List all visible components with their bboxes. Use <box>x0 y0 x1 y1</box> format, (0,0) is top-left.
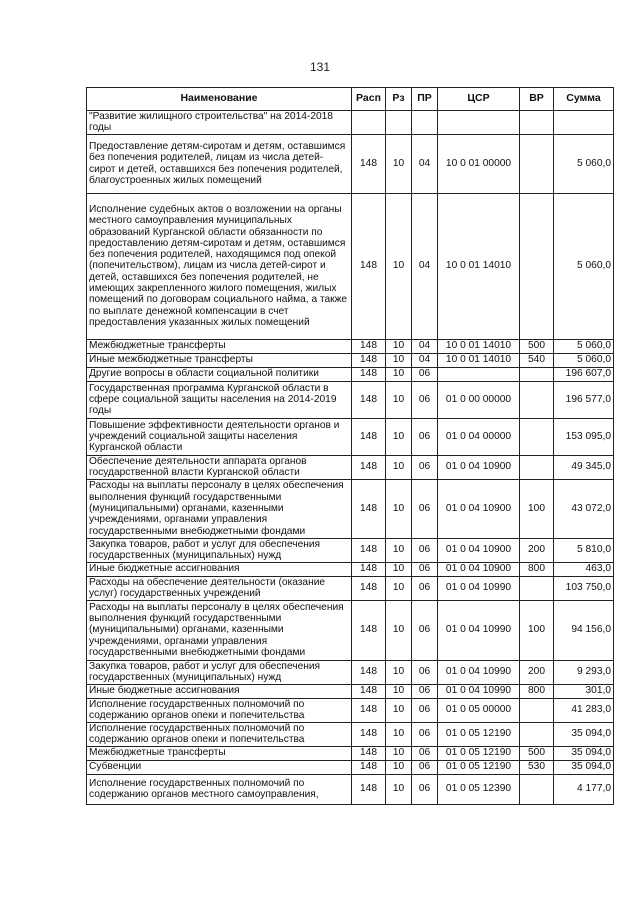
cell-rz: 10 <box>386 774 412 804</box>
cell-pr: 06 <box>412 722 438 746</box>
cell-vr <box>520 418 554 455</box>
table-row <box>87 111 614 135</box>
cell-rz: 10 <box>386 600 412 660</box>
column-header-csr: ЦСР <box>438 88 520 111</box>
cell-sum: 196 607,0 <box>554 367 614 381</box>
cell-vr <box>520 576 554 600</box>
cell-name: Обеспечение деятельности аппарата органов государственной власти Курганской области <box>87 455 352 479</box>
cell-rz: 10 <box>386 455 412 479</box>
cell-pr: 04 <box>412 339 438 353</box>
table-row <box>87 660 614 684</box>
cell-vr <box>520 381 554 418</box>
table-body <box>87 111 614 805</box>
cell-pr: 06 <box>412 774 438 804</box>
cell-pr: 06 <box>412 367 438 381</box>
cell-vr <box>520 722 554 746</box>
table-row <box>87 418 614 455</box>
cell-name: Иные бюджетные ассигнования <box>87 684 352 698</box>
cell-rz: 10 <box>386 684 412 698</box>
cell-pr: 06 <box>412 660 438 684</box>
cell-sum: 5 060,0 <box>554 339 614 353</box>
cell-vr <box>520 455 554 479</box>
cell-csr: 01 0 04 10900 <box>438 538 520 562</box>
cell-vr: 800 <box>520 562 554 576</box>
cell-pr: 06 <box>412 576 438 600</box>
table-row <box>87 576 614 600</box>
cell-rasp: 148 <box>352 193 386 339</box>
cell-pr: 06 <box>412 479 438 538</box>
cell-name: Исполнение судебных актов о возложении на органы местного самоуправления муниципальных образований Курганской области обязанности по предоставлению детям-сиротам и детям, оставшимся без попечения родителей, находящимся под опекой (попечительством), лицам из числа детей-сирот и детей, оставшихся без попечения родителей, не имеющих закрепленного жилого помещения, жилых помещений по договорам социального найма, а также по выплате денежной компенсации в счет предоставления указанных жилых помещений <box>87 193 352 339</box>
cell-rasp: 148 <box>352 418 386 455</box>
cell-vr: 200 <box>520 660 554 684</box>
cell-sum: 5 810,0 <box>554 538 614 562</box>
cell-name: Предоставление детям-сиротам и детям, оставшимся без попечения родителей, лицам из числа детей-сирот и детей, оставшихся без попечения родителей, благоустроенных жилых помещений <box>87 134 352 193</box>
cell-name: Закупка товаров, работ и услуг для обеспечения государственных (муниципальных) нужд <box>87 538 352 562</box>
cell-name: Иные бюджетные ассигнования <box>87 562 352 576</box>
cell-name: Межбюджетные трансферты <box>87 746 352 760</box>
cell-csr: 01 0 04 10900 <box>438 455 520 479</box>
column-header-rasp: Расп <box>352 88 386 111</box>
cell-name: Расходы на выплаты персоналу в целях обеспечения выполнения функций государственными (муниципальными) органами, казенными учреждениями, органами управления государственными внебюджетными фондами <box>87 600 352 660</box>
cell-vr <box>520 134 554 193</box>
cell-vr <box>520 111 554 135</box>
cell-rz: 10 <box>386 479 412 538</box>
cell-rz: 10 <box>386 576 412 600</box>
cell-rz: 10 <box>386 367 412 381</box>
cell-rz: 10 <box>386 660 412 684</box>
cell-csr: 01 0 05 00000 <box>438 698 520 722</box>
cell-name: Иные межбюджетные трансферты <box>87 353 352 367</box>
cell-sum: 153 095,0 <box>554 418 614 455</box>
table-row <box>87 339 614 353</box>
cell-vr: 200 <box>520 538 554 562</box>
column-header-sum: Сумма <box>554 88 614 111</box>
cell-vr: 800 <box>520 684 554 698</box>
cell-vr: 500 <box>520 339 554 353</box>
cell-rz: 10 <box>386 193 412 339</box>
cell-pr: 06 <box>412 381 438 418</box>
cell-name: Повышение эффективности деятельности органов и учреждений социальной защиты населения Курганской области <box>87 418 352 455</box>
cell-csr: 01 0 04 10900 <box>438 562 520 576</box>
cell-rasp: 148 <box>352 339 386 353</box>
cell-pr: 06 <box>412 760 438 774</box>
cell-rasp: 148 <box>352 746 386 760</box>
cell-sum: 9 293,0 <box>554 660 614 684</box>
cell-pr: 06 <box>412 600 438 660</box>
cell-name: Субвенции <box>87 760 352 774</box>
cell-sum: 5 060,0 <box>554 353 614 367</box>
table-row <box>87 455 614 479</box>
cell-rz: 10 <box>386 562 412 576</box>
cell-rasp: 148 <box>352 576 386 600</box>
cell-pr: 06 <box>412 684 438 698</box>
cell-csr: 01 0 04 10990 <box>438 660 520 684</box>
cell-rz: 10 <box>386 698 412 722</box>
cell-sum: 35 094,0 <box>554 760 614 774</box>
cell-name: Закупка товаров, работ и услуг для обеспечения государственных (муниципальных) нужд <box>87 660 352 684</box>
cell-pr: 04 <box>412 134 438 193</box>
cell-pr: 04 <box>412 193 438 339</box>
cell-csr: 01 0 04 10990 <box>438 600 520 660</box>
cell-rasp: 148 <box>352 684 386 698</box>
cell-sum: 4 177,0 <box>554 774 614 804</box>
cell-vr: 540 <box>520 353 554 367</box>
table-row <box>87 600 614 660</box>
cell-vr <box>520 367 554 381</box>
cell-csr: 01 0 04 10990 <box>438 684 520 698</box>
cell-rasp: 148 <box>352 538 386 562</box>
column-header-rz: Рз <box>386 88 412 111</box>
cell-rz: 10 <box>386 722 412 746</box>
cell-rz: 10 <box>386 538 412 562</box>
cell-csr: 01 0 04 10990 <box>438 576 520 600</box>
cell-rasp: 148 <box>352 698 386 722</box>
cell-name: Исполнение государственных полномочий по содержанию органов местного самоуправления, <box>87 774 352 804</box>
cell-pr <box>412 111 438 135</box>
cell-rasp: 148 <box>352 479 386 538</box>
cell-rasp: 148 <box>352 774 386 804</box>
cell-rasp: 148 <box>352 134 386 193</box>
cell-vr: 100 <box>520 479 554 538</box>
table-row <box>87 698 614 722</box>
cell-vr <box>520 774 554 804</box>
cell-sum: 49 345,0 <box>554 455 614 479</box>
cell-csr <box>438 111 520 135</box>
cell-rasp: 148 <box>352 353 386 367</box>
cell-pr: 04 <box>412 353 438 367</box>
table-row <box>87 562 614 576</box>
cell-pr: 06 <box>412 746 438 760</box>
cell-sum: 5 060,0 <box>554 193 614 339</box>
table-row <box>87 746 614 760</box>
cell-csr: 10 0 01 14010 <box>438 353 520 367</box>
cell-sum: 5 060,0 <box>554 134 614 193</box>
column-header-name: Наименование <box>87 88 352 111</box>
cell-vr: 500 <box>520 746 554 760</box>
page-number: 131 <box>309 60 331 74</box>
cell-sum: 103 750,0 <box>554 576 614 600</box>
cell-pr: 06 <box>412 538 438 562</box>
cell-csr: 01 0 00 00000 <box>438 381 520 418</box>
cell-rasp: 148 <box>352 760 386 774</box>
cell-name: Исполнение государственных полномочий по содержанию органов опеки и попечительства <box>87 698 352 722</box>
cell-csr: 01 0 05 12390 <box>438 774 520 804</box>
table-row <box>87 367 614 381</box>
cell-name: Межбюджетные трансферты <box>87 339 352 353</box>
table-row <box>87 684 614 698</box>
table-row <box>87 722 614 746</box>
cell-rasp: 148 <box>352 381 386 418</box>
table-header-row <box>87 88 614 111</box>
cell-rasp <box>352 111 386 135</box>
cell-pr: 06 <box>412 562 438 576</box>
cell-name: Исполнение государственных полномочий по содержанию органов опеки и попечительства <box>87 722 352 746</box>
cell-name: Расходы на выплаты персоналу в целях обеспечения выполнения функций государственными (муниципальными) органами, казенными учреждениями, органами управления государственными внебюджетными фондами <box>87 479 352 538</box>
cell-rz: 10 <box>386 760 412 774</box>
table-row <box>87 353 614 367</box>
cell-sum <box>554 111 614 135</box>
cell-csr: 01 0 04 00000 <box>438 418 520 455</box>
cell-vr <box>520 698 554 722</box>
table-row <box>87 479 614 538</box>
cell-name: Государственная программа Курганской области в сфере социальной защиты населения на 2014-2019 годы <box>87 381 352 418</box>
cell-pr: 06 <box>412 698 438 722</box>
column-header-pr: ПР <box>412 88 438 111</box>
cell-sum: 43 072,0 <box>554 479 614 538</box>
cell-rasp: 148 <box>352 600 386 660</box>
cell-csr: 10 0 01 14010 <box>438 339 520 353</box>
cell-sum: 41 283,0 <box>554 698 614 722</box>
cell-sum: 301,0 <box>554 684 614 698</box>
cell-csr: 01 0 05 12190 <box>438 722 520 746</box>
cell-rz: 10 <box>386 339 412 353</box>
cell-pr: 06 <box>412 418 438 455</box>
cell-rasp: 148 <box>352 660 386 684</box>
cell-name: Расходы на обеспечение деятельности (оказание услуг) государственных учреждений <box>87 576 352 600</box>
table-row <box>87 760 614 774</box>
cell-sum: 196 577,0 <box>554 381 614 418</box>
cell-rz: 10 <box>386 134 412 193</box>
cell-csr: 01 0 04 10900 <box>438 479 520 538</box>
cell-pr: 06 <box>412 455 438 479</box>
table-row <box>87 774 614 804</box>
cell-csr: 10 0 01 00000 <box>438 134 520 193</box>
cell-rasp: 148 <box>352 722 386 746</box>
cell-name: Другие вопросы в области социальной политики <box>87 367 352 381</box>
table-row <box>87 134 614 193</box>
cell-rasp: 148 <box>352 562 386 576</box>
budget-table <box>86 87 614 805</box>
cell-rasp: 148 <box>352 367 386 381</box>
cell-vr: 530 <box>520 760 554 774</box>
cell-sum: 35 094,0 <box>554 746 614 760</box>
cell-sum: 35 094,0 <box>554 722 614 746</box>
table-row <box>87 193 614 339</box>
cell-vr <box>520 193 554 339</box>
cell-rasp: 148 <box>352 455 386 479</box>
cell-csr: 10 0 01 14010 <box>438 193 520 339</box>
column-header-vr: ВР <box>520 88 554 111</box>
cell-csr: 01 0 05 12190 <box>438 760 520 774</box>
cell-csr: 01 0 05 12190 <box>438 746 520 760</box>
cell-name: "Развитие жилищного строительства" на 2014-2018 годы <box>87 111 352 135</box>
cell-vr: 100 <box>520 600 554 660</box>
cell-rz: 10 <box>386 418 412 455</box>
cell-rz: 10 <box>386 746 412 760</box>
cell-csr <box>438 367 520 381</box>
cell-sum: 463,0 <box>554 562 614 576</box>
cell-rz: 10 <box>386 381 412 418</box>
table-row <box>87 538 614 562</box>
table-row <box>87 381 614 418</box>
cell-sum: 94 156,0 <box>554 600 614 660</box>
cell-rz <box>386 111 412 135</box>
cell-rz: 10 <box>386 353 412 367</box>
